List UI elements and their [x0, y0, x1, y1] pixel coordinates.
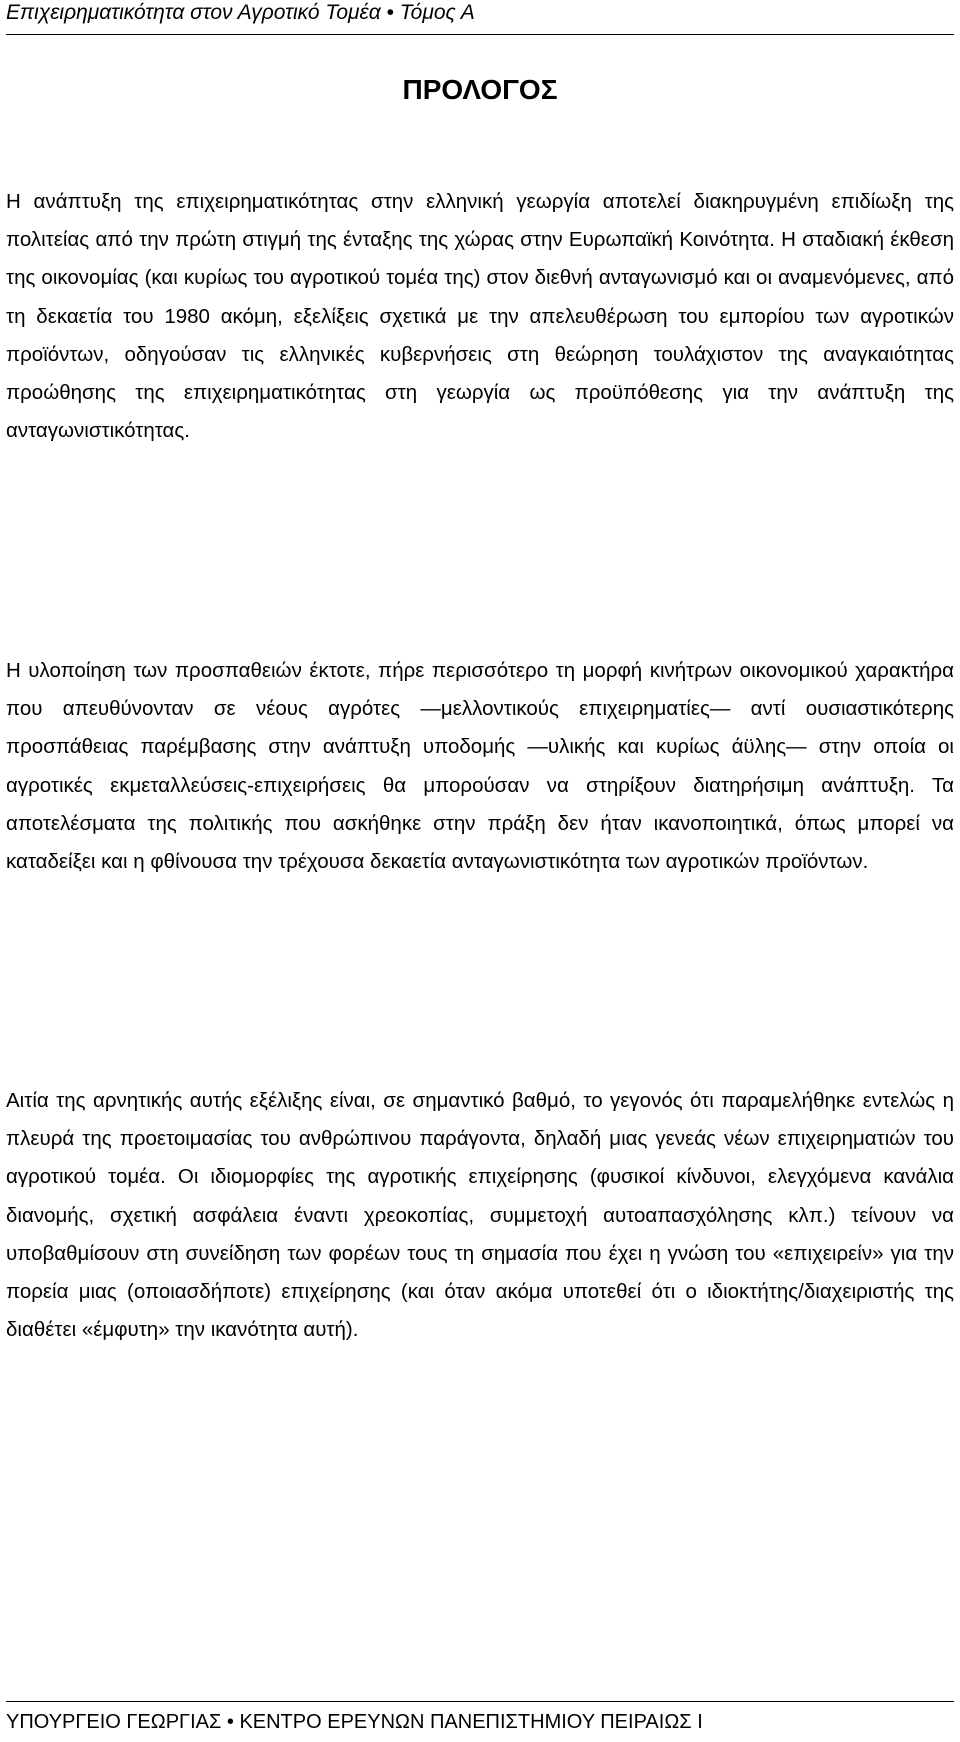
- paragraph-1: Η ανάπτυξη της επιχειρηματικότητας στην ελληνική γεωργία αποτελεί διακηρυγμένη επιδίωξη της πολιτείας από την πρώτη στιγμή της ένταξης της χώρας στην Ευρωπαϊκή Κοινότητα. Η σταδιακή έκθεση της οικονομίας (και κυρίως του αγροτικού τομέα της) στον διεθνή ανταγωνισμό και οι αναμενόμενες, από τη δεκαετία του 1980 ακόμη, εξελίξεις σχετικά με την απελευθέρωση του εμπορίου των αγροτικών προϊόντων, οδηγούσαν τις ελληνικές κυβερνήσεις στη θεώρηση τουλάχιστον της αναγκαιότητας προώθησης της επιχειρηματικότητας στη γεωργία ως προϋπόθεσης για την ανάπτυξη της ανταγωνιστικότητας.: [6, 190, 954, 443]
- footer-text: ΥΠΟΥΡΓΕΙΟ ΓΕΩΡΓΙΑΣ • ΚΕΝΤΡΟ ΕΡΕΥΝΩΝ ΠΑΝΕΠΙΣΤΗΜΙΟΥ ΠΕΙΡΑΙΩΣ I: [6, 1711, 703, 1733]
- document-title: ΠΡΟΛΟΓΟΣ: [402, 74, 558, 105]
- page-header: [6, 0, 954, 35]
- paragraph-3: Αιτία της αρνητικής αυτής εξέλιξης είναι, σε σημαντικό βαθμό, το γεγονός ότι παραμελήθηκε εντελώς η πλευρά της προετοιμασίας του ανθρώπινου παράγοντα, δηλαδή μιας γενεάς νέων επιχειρηματιών του αγροτικού τομέα. Οι ιδιομορφίες της αγροτικής επιχείρησης (φυσικοί κίνδυνοι, ελεγχόμενα κανάλια διανομής, σχετική ασφάλεια έναντι χρεοκοπίας, συμμετοχή αυτοαπασχόλησης κλπ.) τείνουν να υποβαθμίσουν στη συνείδηση των φορέων τους τη σημασία που έχει η γνώση του «επιχειρείν» για την πορεία μιας (οποιασδήποτε) επιχείρησης (και όταν ακόμα υποτεθεί ότι ο ιδιοκτήτης/διαχειριστής της διαθέτει «έμφυτη» την ικανότητα αυτή).: [6, 1089, 954, 1342]
- page-footer: [6, 1701, 954, 1742]
- paragraph-2: Η υλοποίηση των προσπαθειών έκτοτε, πήρε περισσότερο τη μορφή κινήτρων οικονομικού χαρακτήρα που απευθύνονταν σε νέους αγρότες —μελλοντικούς επιχειρηματίες— αντί ουσιαστικότερης προσπάθειας παρέμβασης στην ανάπτυξη υποδομής —υλικής και κυρίως άϋλης— στην οποία οι αγροτικές εκμεταλλεύσεις-επιχειρήσεις θα μπορούσαν να στηρίξουν διατηρήσιμη ανάπτυξη. Τα αποτελέσματα της πολιτικής που ασκήθηκε στην πράξη δεν ήταν ικανοποιητικά, όπως μπορεί να καταδείξει και η φθίνουσα την τρέχουσα δεκαετία ανταγωνιστικότητα των αγροτικών προϊόντων.: [6, 659, 954, 874]
- running-title: Επιχειρηματικότητα στον Αγροτικό Τομέα • Τόμος Α: [6, 1, 475, 24]
